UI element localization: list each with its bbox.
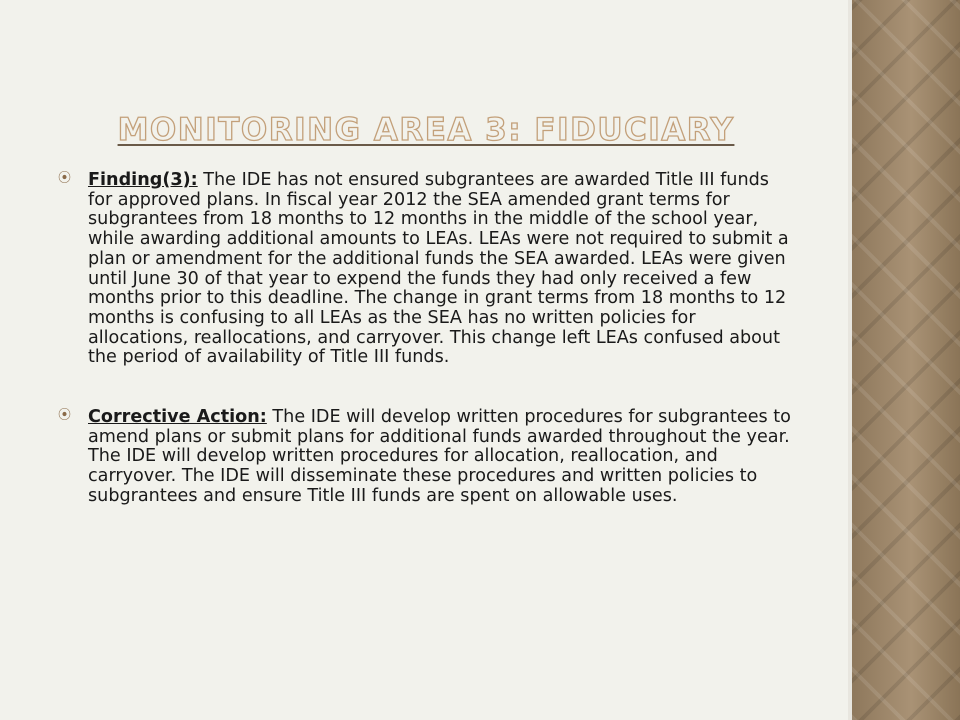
slide-body — [58, 171, 798, 547]
decorative-side-panel — [852, 0, 960, 720]
bullet-item-corrective-action — [58, 408, 798, 507]
corrective-action-text: The IDE will develop written procedures for subgrantees to amend plans or submit plans for additional funds awarded throughout the year. The IDE will develop written procedures for allocation, reallocation, and carryover. The IDE will disseminate these procedures and written policies to subgrantees and ensure Title III funds are spent on allowable uses. — [88, 407, 791, 506]
finding-text: The IDE has not ensured subgrantees are awarded Title III funds for approved plans. In fiscal year 2012 the SEA amended grant terms for subgrantees from 18 months to 12 months in the middle of the school year, while awarding additional amounts to LEAs. LEAs were not required to submit a plan or amendment for the additional funds the SEA awarded. LEAs were given until June 30 of that year to expend the funds they had only received a few months prior to this deadline. The change in grant terms from 18 months to 12 months is confusing to all LEAs as the SEA has no written policies for allocations, reallocations, and carryover. This change left LEAs confused about the period of availability of Title III funds. — [88, 170, 789, 368]
slide-title: MONITORING AREA 3: FIDUCIARY — [117, 112, 735, 148]
circled-dot-bullet-icon: ⦿ — [58, 408, 72, 424]
bullet-item-finding — [58, 171, 798, 368]
corrective-action-label: Corrective Action: — [88, 407, 267, 428]
finding-label: Finding(3): — [88, 170, 198, 190]
circled-dot-bullet-icon: ⦿ — [58, 171, 72, 186]
